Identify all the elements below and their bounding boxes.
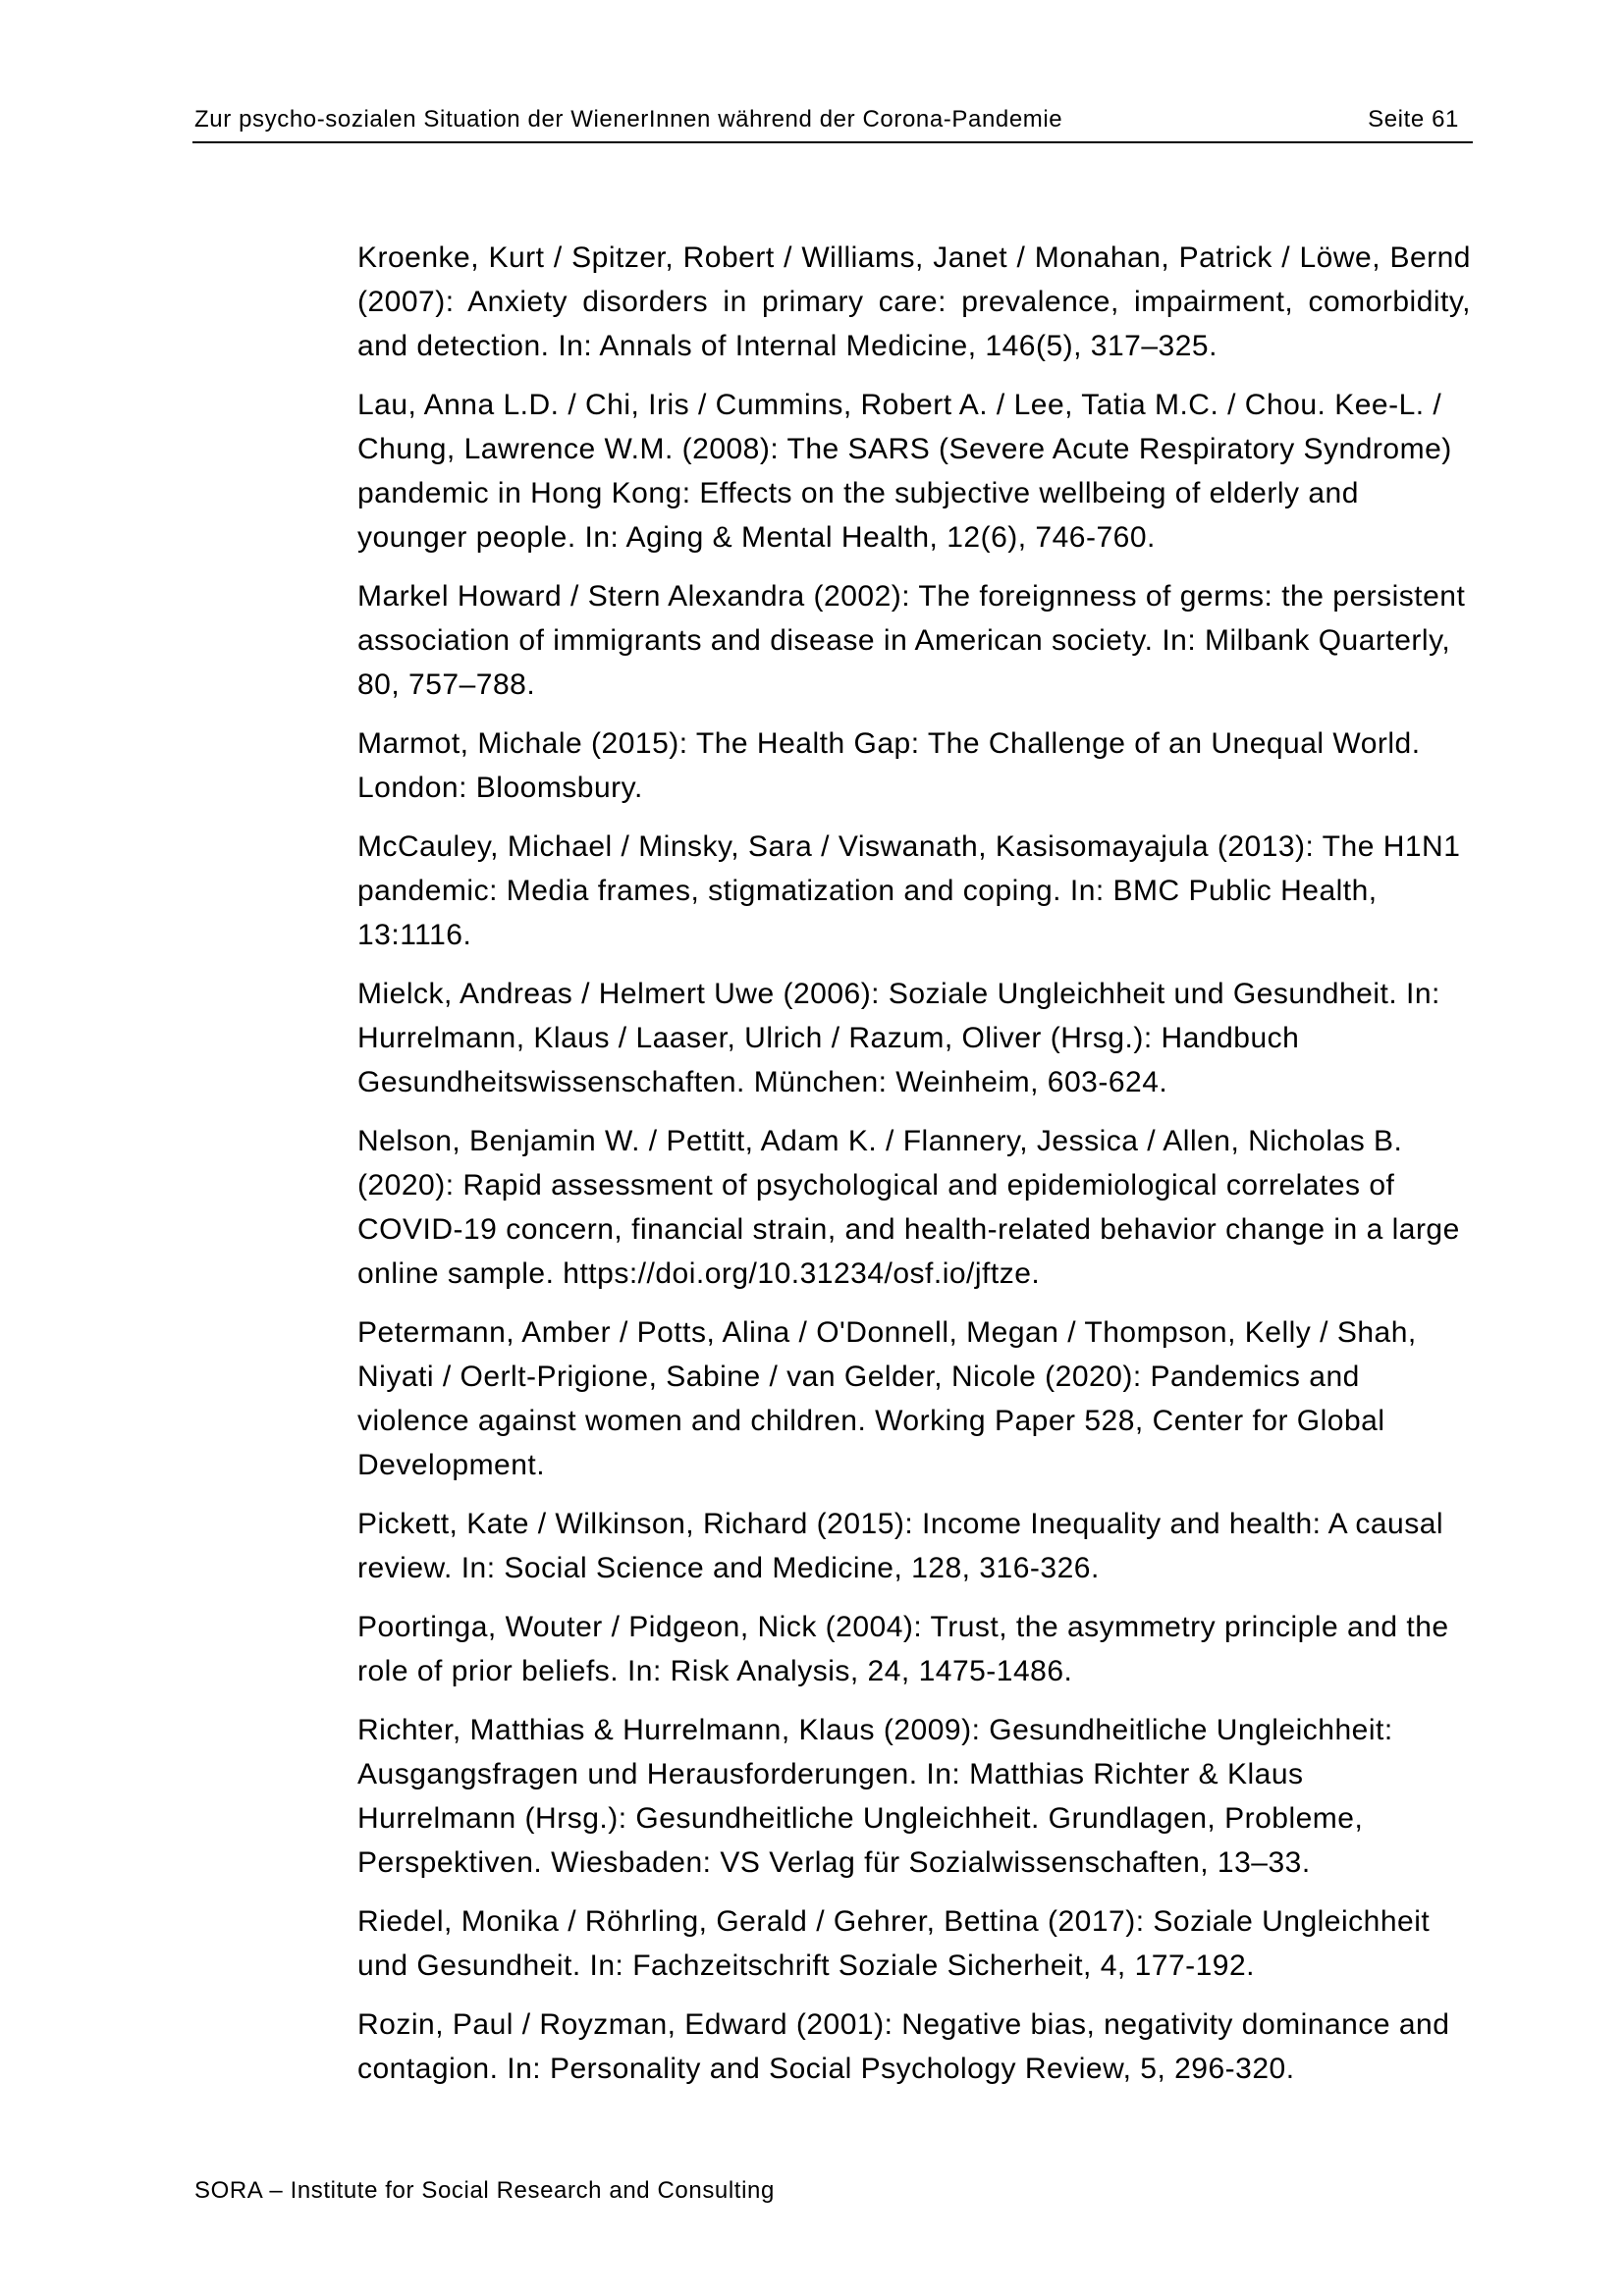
reference-entry: McCauley, Michael / Minsky, Sara / Viswanath, Kasisomayajula (2013): The H1N1 pandemic: Media frames, stigmatization and coping. In: BMC Public Health, 13:1116.: [357, 830, 1461, 951]
reference-entry: Rozin, Paul / Royzman, Edward (2001): Negative bias, negativity dominance and contagion. In: Personality and Social Psychology Review, 5, 296-320.: [357, 2008, 1450, 2085]
header-title: Zur psycho-sozialen Situation der WienerInnen während der Corona-Pandemie: [194, 106, 1063, 133]
reference-entry: Markel Howard / Stern Alexandra (2002): The foreignness of germs: the persistent association of immigrants and disease in American society. In: Milbank Quarterly, 80, 757–788.: [357, 580, 1466, 701]
reference-entry: Riedel, Monika / Röhrling, Gerald / Gehrer, Bettina (2017): Soziale Ungleichheit und Gesundheit. In: Fachzeitschrift Soziale Sicherheit, 4, 177-192.: [357, 1905, 1431, 1982]
page-footer: SORA – Institute for Social Research and Consulting: [194, 2177, 775, 2204]
reference-entry: Nelson, Benjamin W. / Pettitt, Adam K. / Flannery, Jessica / Allen, Nicholas B. (2020): Rapid assessment of psychological and epidemiological correlates of COVID-19 concern, financial strain, and health-related behavior change in a large online sample. https://doi.org/10.31234/osf.io/jftze.: [357, 1125, 1460, 1290]
reference-entry: Pickett, Kate / Wilkinson, Richard (2015): Income Inequality and health: A causal review. In: Social Science and Medicine, 128, 316-326.: [357, 1508, 1444, 1584]
reference-entry: Kroenke, Kurt / Spitzer, Robert / Williams, Janet / Monahan, Patrick / Löwe, Bernd (2007): Anxiety disorders in primary care: prevalence, impairment, comorbidity, and detection. In: Annals of Internal Medicine, 146(5), 317–325.: [357, 241, 1471, 362]
reference-entry: Richter, Matthias & Hurrelmann, Klaus (2009): Gesundheitliche Ungleichheit: Ausgangsfragen und Herausforderungen. In: Matthias Richter & Klaus Hurrelmann (Hrsg.): Gesundheitliche Ungleichheit. Grundlagen, Probleme, Perspektiven. Wiesbaden: VS Verlag für Sozialwissenschaften, 13–33.: [357, 1714, 1393, 1879]
reference-entry: Lau, Anna L.D. / Chi, Iris / Cummins, Robert A. / Lee, Tatia M.C. / Chou. Kee-L. / Chung, Lawrence W.M. (2008): The SARS (Severe Acute Respiratory Syndrome) pandemic in Hong Kong: Effects on the subjective wellbeing of elderly and younger people. In: Aging & Mental Health, 12(6), 746-760.: [357, 389, 1452, 554]
page-header: [192, 102, 1473, 143]
reference-entry: Petermann, Amber / Potts, Alina / O'Donnell, Megan / Thompson, Kelly / Shah, Niyati / Oerlt-Prigione, Sabine / van Gelder, Nicole (2020): Pandemics and violence against women and children. Working Paper 528, Center for Global Development.: [357, 1316, 1417, 1481]
page-number: Seite 61: [1368, 106, 1459, 133]
reference-entry: Mielck, Andreas / Helmert Uwe (2006): Soziale Ungleichheit und Gesundheit. In: Hurrelmann, Klaus / Laaser, Ulrich / Razum, Oliver (Hrsg.): Handbuch Gesundheitswissenschaften. München: Weinheim, 603-624.: [357, 978, 1440, 1098]
reference-entry: Marmot, Michale (2015): The Health Gap: The Challenge of an Unequal World. London: Bloomsbury.: [357, 727, 1421, 804]
reference-entry: Poortinga, Wouter / Pidgeon, Nick (2004): Trust, the asymmetry principle and the role of prior beliefs. In: Risk Analysis, 24, 1475-1486.: [357, 1611, 1449, 1687]
reference-list: [357, 236, 1471, 2106]
